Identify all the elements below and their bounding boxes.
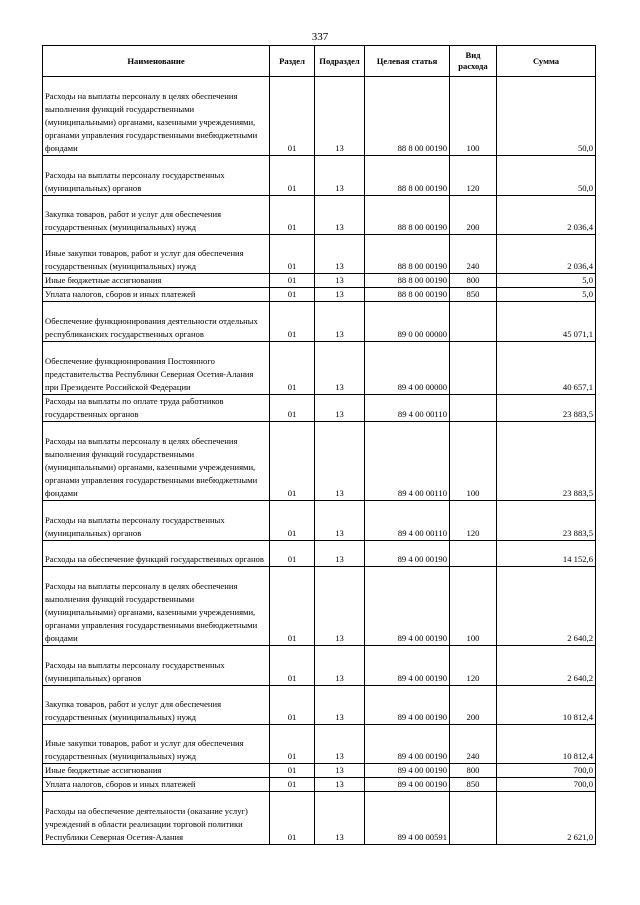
row-vid: 100 [450, 422, 497, 501]
row-target: 89 4 00 00190 [365, 567, 450, 646]
header-section: Раздел [270, 46, 315, 77]
row-section: 01 [270, 646, 315, 686]
row-vid: 100 [450, 77, 497, 156]
header-subsection: Подраздел [315, 46, 365, 77]
row-name: Иные закупки товаров, работ и услуг для обеспечения государственных (муниципальных) нужд [43, 725, 270, 764]
row-section: 01 [270, 196, 315, 235]
row-sum: 40 657,1 [497, 342, 596, 395]
row-subsection: 13 [315, 541, 365, 567]
row-name: Обеспечение функционирования Постоянного представительства Республики Северная Осетия-Алания при Президенте Российской Федерации [43, 342, 270, 395]
row-sum: 5,0 [497, 274, 596, 288]
row-vid [450, 792, 497, 845]
row-section: 01 [270, 156, 315, 196]
row-section: 01 [270, 567, 315, 646]
row-name: Расходы на выплаты персоналу в целях обеспечения выполнения функций государственными (муниципальными) органами, казенными учреждениями, органами управления государственными внебюджетными фондами [43, 422, 270, 501]
row-section: 01 [270, 77, 315, 156]
row-name: Расходы на выплаты персоналу государственных (муниципальных) органов [43, 501, 270, 541]
row-section: 01 [270, 422, 315, 501]
row-name: Обеспечение функционирования деятельности отдельных республиканских государственных органов [43, 302, 270, 342]
row-target: 89 4 00 00000 [365, 342, 450, 395]
row-sum: 2 036,4 [497, 196, 596, 235]
row-sum: 23 883,5 [497, 501, 596, 541]
row-section: 01 [270, 501, 315, 541]
row-sum: 5,0 [497, 288, 596, 302]
row-section: 01 [270, 288, 315, 302]
row-section: 01 [270, 395, 315, 422]
row-subsection: 13 [315, 792, 365, 845]
row-target: 89 4 00 00190 [365, 764, 450, 778]
row-subsection: 13 [315, 77, 365, 156]
row-target: 89 4 00 00190 [365, 541, 450, 567]
row-subsection: 13 [315, 196, 365, 235]
row-vid: 850 [450, 778, 497, 792]
row-name: Расходы на выплаты персоналу государственных (муниципальных) органов [43, 156, 270, 196]
row-vid: 240 [450, 725, 497, 764]
row-subsection: 13 [315, 764, 365, 778]
row-sum: 45 071,1 [497, 302, 596, 342]
row-section: 01 [270, 541, 315, 567]
row-target: 89 4 00 00190 [365, 725, 450, 764]
row-target: 89 4 00 00110 [365, 422, 450, 501]
table-row [43, 567, 596, 646]
table-row [43, 274, 596, 288]
row-name: Закупка товаров, работ и услуг для обеспечения государственных (муниципальных) нужд [43, 196, 270, 235]
row-vid: 100 [450, 567, 497, 646]
row-sum: 10 812,4 [497, 725, 596, 764]
row-section: 01 [270, 725, 315, 764]
row-subsection: 13 [315, 725, 365, 764]
row-target: 89 4 00 00190 [365, 778, 450, 792]
table-header-row [43, 46, 596, 77]
header-target: Целевая статья [365, 46, 450, 77]
table-row [43, 764, 596, 778]
row-sum: 2 621,0 [497, 792, 596, 845]
row-subsection: 13 [315, 501, 365, 541]
row-target: 89 0 00 00000 [365, 302, 450, 342]
row-subsection: 13 [315, 235, 365, 274]
row-vid: 200 [450, 686, 497, 725]
row-section: 01 [270, 235, 315, 274]
row-name: Расходы на выплаты персоналу в целях обеспечения выполнения функций государственными (муниципальными) органами, казенными учреждениями, органами управления государственными внебюджетными фондами [43, 567, 270, 646]
row-section: 01 [270, 302, 315, 342]
row-target: 88 8 00 00190 [365, 77, 450, 156]
row-name: Расходы на выплаты персоналу в целях обеспечения выполнения функций государственными (муниципальными) органами, казенными учреждениями, органами управления государственными внебюджетными фондами [43, 77, 270, 156]
row-subsection: 13 [315, 567, 365, 646]
row-sum: 23 883,5 [497, 422, 596, 501]
row-target: 88 8 00 00190 [365, 274, 450, 288]
row-name: Уплата налогов, сборов и иных платежей [43, 778, 270, 792]
row-vid [450, 302, 497, 342]
row-section: 01 [270, 778, 315, 792]
row-vid: 850 [450, 288, 497, 302]
row-section: 01 [270, 274, 315, 288]
row-sum: 14 152,6 [497, 541, 596, 567]
header-name: Наименование [43, 46, 270, 77]
row-subsection: 13 [315, 778, 365, 792]
row-target: 89 4 00 00110 [365, 501, 450, 541]
row-section: 01 [270, 764, 315, 778]
row-name: Иные закупки товаров, работ и услуг для обеспечения государственных (муниципальных) нужд [43, 235, 270, 274]
table-row [43, 196, 596, 235]
row-target: 89 4 00 00591 [365, 792, 450, 845]
page-number: 337 [311, 31, 329, 43]
row-target: 89 4 00 00190 [365, 686, 450, 725]
row-name: Уплата налогов, сборов и иных платежей [43, 288, 270, 302]
row-name: Расходы на выплаты персоналу государственных (муниципальных) органов [43, 646, 270, 686]
row-name: Расходы на выплаты по оплате труда работников государственных органов [43, 395, 270, 422]
row-sum: 50,0 [497, 156, 596, 196]
row-sum: 700,0 [497, 764, 596, 778]
row-vid: 240 [450, 235, 497, 274]
row-vid: 200 [450, 196, 497, 235]
row-target: 88 8 00 00190 [365, 235, 450, 274]
row-target: 88 8 00 00190 [365, 156, 450, 196]
row-sum: 23 883,5 [497, 395, 596, 422]
row-vid [450, 395, 497, 422]
row-vid [450, 541, 497, 567]
table-row [43, 792, 596, 845]
row-target: 89 4 00 00190 [365, 646, 450, 686]
row-sum: 10 812,4 [497, 686, 596, 725]
row-section: 01 [270, 342, 315, 395]
row-sum: 700,0 [497, 778, 596, 792]
table-row [43, 541, 596, 567]
row-vid: 120 [450, 156, 497, 196]
table-row [43, 235, 596, 274]
table-row [43, 302, 596, 342]
row-subsection: 13 [315, 646, 365, 686]
table-row [43, 501, 596, 541]
row-vid: 800 [450, 274, 497, 288]
row-section: 01 [270, 792, 315, 845]
table-row [43, 288, 596, 302]
row-name: Расходы на обеспечение функций государственных органов [43, 541, 270, 567]
table-row [43, 342, 596, 395]
table-row [43, 686, 596, 725]
table-row [43, 156, 596, 196]
row-subsection: 13 [315, 274, 365, 288]
row-subsection: 13 [315, 288, 365, 302]
row-subsection: 13 [315, 395, 365, 422]
table-row [43, 395, 596, 422]
row-subsection: 13 [315, 302, 365, 342]
row-vid: 800 [450, 764, 497, 778]
row-target: 88 8 00 00190 [365, 288, 450, 302]
row-name: Иные бюджетные ассигнования [43, 274, 270, 288]
row-name: Иные бюджетные ассигнования [43, 764, 270, 778]
row-vid: 120 [450, 646, 497, 686]
table-row [43, 646, 596, 686]
table-row [43, 778, 596, 792]
table-row [43, 725, 596, 764]
row-subsection: 13 [315, 342, 365, 395]
row-subsection: 13 [315, 422, 365, 501]
row-sum: 2 640,2 [497, 567, 596, 646]
table-row [43, 77, 596, 156]
row-target: 88 8 00 00190 [365, 196, 450, 235]
budget-table [42, 45, 596, 845]
row-section: 01 [270, 686, 315, 725]
row-name: Закупка товаров, работ и услуг для обеспечения государственных (муниципальных) нужд [43, 686, 270, 725]
row-sum: 2 036,4 [497, 235, 596, 274]
table-row [43, 422, 596, 501]
row-sum: 2 640,2 [497, 646, 596, 686]
header-sum: Сумма [497, 46, 596, 77]
row-vid [450, 342, 497, 395]
row-subsection: 13 [315, 156, 365, 196]
row-subsection: 13 [315, 686, 365, 725]
row-sum: 50,0 [497, 77, 596, 156]
row-vid: 120 [450, 501, 497, 541]
row-name: Расходы на обеспечение деятельности (оказание услуг) учреждений в области реализации торговой политики Республики Северная Осетия-Алания [43, 792, 270, 845]
header-vid: Вид расхода [450, 46, 497, 77]
row-target: 89 4 00 00110 [365, 395, 450, 422]
